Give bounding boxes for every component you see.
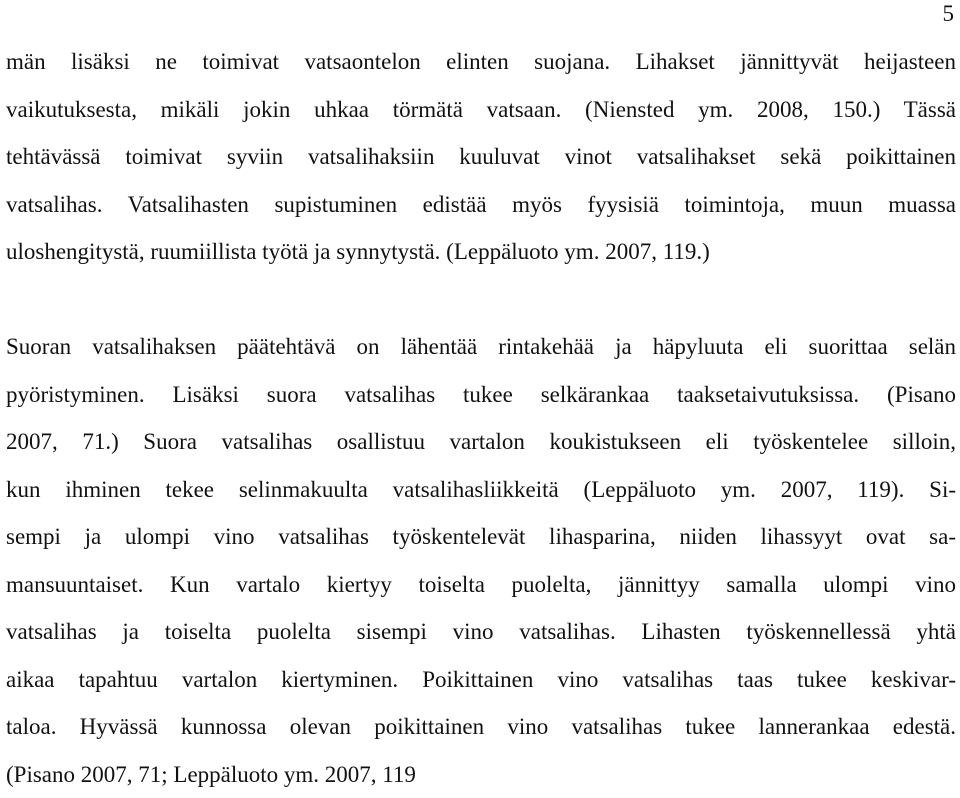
text-line: aikaa tapahtuu vartalon kiertyminen. Poikittainen vino vatsalihas taas tukee keskivar-	[6, 656, 956, 704]
paragraph-2	[6, 323, 956, 798]
page-number: 5	[943, 2, 955, 26]
text-line: (Pisano 2007, 71; Leppäluoto ym. 2007, 119	[6, 751, 956, 798]
text-line: vaikutuksesta, mikäli jokin uhkaa törmätä vatsaan. (Niensted ym. 2008, 150.) Tässä	[6, 86, 956, 134]
text-line: Suoran vatsalihaksen päätehtävä on lähentää rintakehää ja häpyluuta eli suorittaa selän	[6, 323, 956, 371]
text-line: kun ihminen tekee selinmakuulta vatsalihasliikkeitä (Leppäluoto ym. 2007, 119). Si-	[6, 466, 956, 514]
text-line: män lisäksi ne toimivat vatsaontelon elinten suojana. Lihakset jännittyvät heijasteen	[6, 38, 956, 86]
text-line: pyöristyminen. Lisäksi suora vatsalihas tukee selkärankaa taaksetaivutuksissa. (Pisano	[6, 371, 956, 419]
text-line: mansuuntaiset. Kun vartalo kiertyy toiselta puolelta, jännittyy samalla ulompi vino	[6, 561, 956, 609]
text-line: sempi ja ulompi vino vatsalihas työskentelevät lihasparina, niiden lihassyyt ovat sa-	[6, 513, 956, 561]
text-line: vatsalihas. Vatsalihasten supistuminen edistää myös fyysisiä toimintoja, muun muassa	[6, 181, 956, 229]
text-line: vatsalihas ja toiselta puolelta sisempi vino vatsalihas. Lihasten työskennellessä yhtä	[6, 608, 956, 656]
text-line: 2007, 71.) Suora vatsalihas osallistuu vartalon koukistukseen eli työskentelee silloin,	[6, 418, 956, 466]
text-line: uloshengitystä, ruumiillista työtä ja synnytystä. (Leppäluoto ym. 2007, 119.)	[6, 228, 956, 276]
text-line: taloa. Hyvässä kunnossa olevan poikittainen vino vatsalihas tukee lannerankaa edestä.	[6, 703, 956, 751]
paragraph-1	[6, 38, 956, 276]
text-line: tehtävässä toimivat syviin vatsalihaksiin kuuluvat vinot vatsalihakset sekä poikittainen	[6, 133, 956, 181]
